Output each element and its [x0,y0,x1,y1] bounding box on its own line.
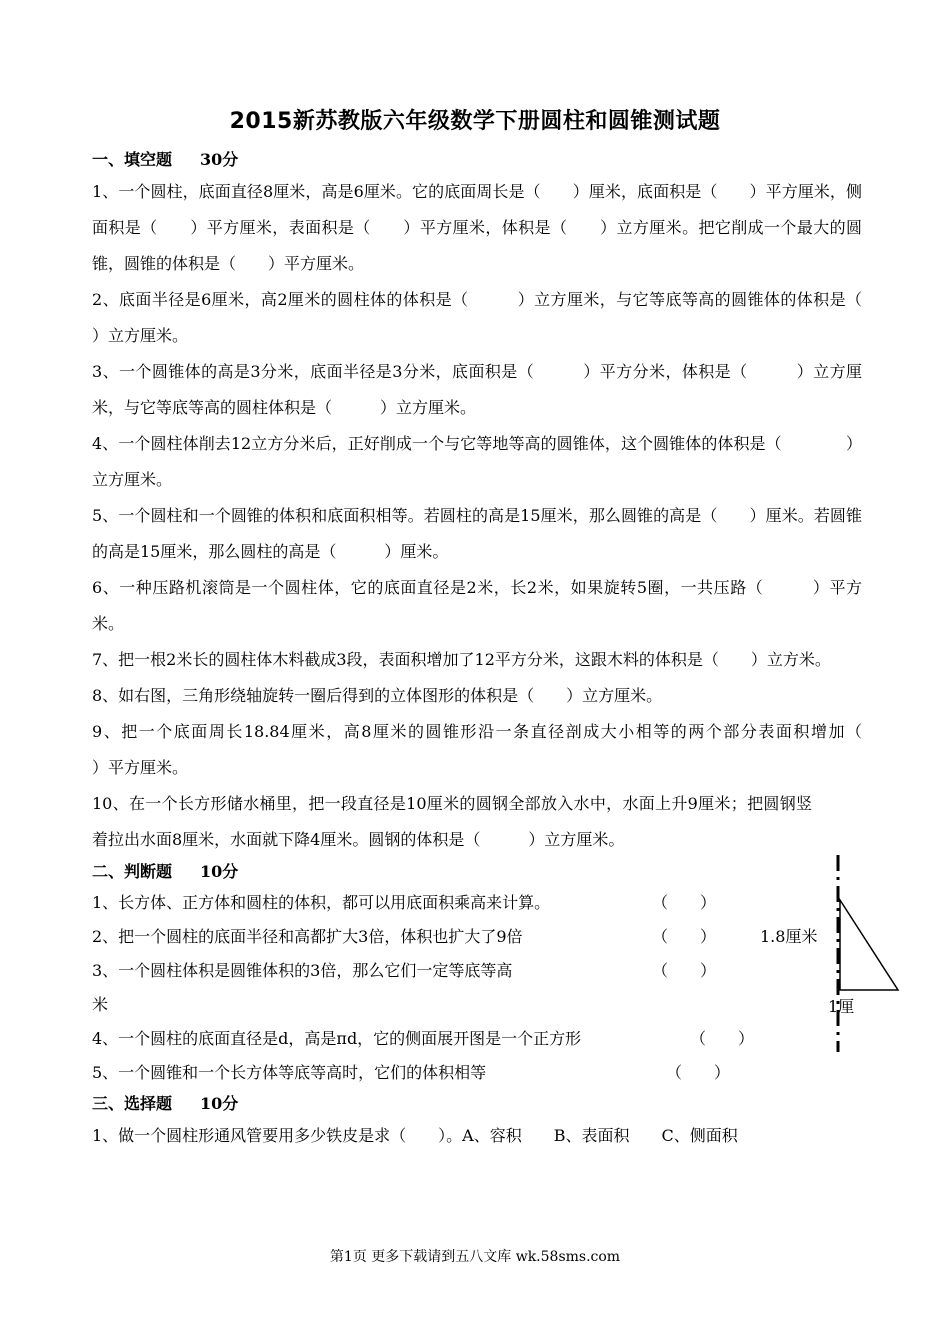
section-choice-score: 10分 [200,1094,239,1113]
fill-question-6: 6、一种压路机滚筒是一个圆柱体，它的底面直径是2米，长2米，如果旋转5圈，一共压路（ ）平方米。 [92,578,862,633]
fill-question-5: 5、一个圆柱和一个圆锥的体积和底面积相等。若圆柱的高是15厘米，那么圆锥的高是（ ）厘米。若圆锥的高是15厘米，那么圆柱的高是（ ）厘米。 [92,506,862,561]
judge-question-2-text: 2、把一个圆柱的底面半径和高都扩大3倍，体积也扩大了9倍 [92,927,523,946]
judge-answer-3[interactable]: （ ） [652,961,717,980]
judge-answer-1[interactable]: （ ） [652,893,717,912]
section-fill-title: 一、填空题 [92,150,173,169]
figure-height-label: 1.8厘米 [760,927,818,946]
judge-question-1-text: 1、长方体、正方体和圆柱的体积，都可以用底面积乘高来计算。 [92,893,551,912]
judge-question-3-wrap-text: 米 [92,995,109,1014]
judge-question-4-text: 4、一个圆柱的底面直径是d，高是πd，它的侧面展开图是一个正方形 [92,1029,582,1048]
judge-answer-2[interactable]: （ ） [652,927,717,946]
page-footer: 第1页 更多下载请到五八文库 wk.58sms.com [329,1249,621,1265]
judge-answer-5[interactable]: （ ） [666,1063,731,1082]
fill-question-2: 2、底面半径是6厘米，高2厘米的圆柱体的体积是（ ）立方厘米，与它等底等高的圆锥体的体积是（ ）立方厘米。 [92,290,911,345]
fill-question-9: 9、把一个底面周长18.84厘米，高8厘米的圆锥形沿一条直径剖成大小相等的两个部分表面积增加（ ）平方厘米。 [92,722,927,777]
fill-question-4: 4、一个圆柱体削去12立方分米后，正好削成一个与它等地等高的圆锥体，这个圆锥体的体积是（ ）立方厘米。 [92,434,862,489]
fill-question-1: 1、一个圆柱，底面直径8厘米，高是6厘米。它的底面周长是（ ）厘米，底面积是（ ）平方厘米，侧面积是（ ）平方厘米，表面积是（ ）平方厘米，体积是（ ）立方厘米。把它削成一个最大的圆锥，圆锥的体积是（ ）平方厘米。 [92,182,862,273]
page-title: 2015新苏教版六年级数学下册圆柱和圆锥测试题 [229,109,721,134]
choice-question-1: 1、做一个圆柱形通风管要用多少铁皮是求（ ）。A、容积 B、表面积 C、侧面积 [92,1126,738,1145]
fill-question-8: 8、如右图，三角形绕轴旋转一圈后得到的立体图形的体积是（ ）立方厘米。 [92,686,663,705]
fill-question-3: 3、一个圆锥体的高是3分米，底面半径是3分米，底面积是（ ）平方分米，体积是（ ）立方厘米，与它等底等高的圆柱体积是（ ）立方厘米。 [92,362,862,417]
fill-question-10: 10、在一个长方形储水桶里，把一段直径是10厘米的圆钢全部放入水中，水面上升9厘米；把圆钢竖着拉出水面8厘米，水面就下降4厘米。圆钢的体积是（ ）立方厘米。 [92,794,812,849]
judge-question-5-text: 5、一个圆锥和一个长方体等底等高时，它们的体积相等 [92,1063,487,1082]
triangle-shape [840,900,898,990]
section-judge-title: 二、判断题 [92,862,173,881]
judge-question-3-text: 3、一个圆柱体积是圆锥体积的3倍，那么它们一定等底等高 [92,961,513,980]
section-choice-title: 三、选择题 [92,1094,173,1113]
fill-question-7: 7、把一根2米长的圆柱体木料截成3段，表面积增加了12平方分米，这跟木料的体积是（ ）立方米。 [92,650,831,669]
section-judge-score: 10分 [200,862,239,881]
figure-base-label: 1厘 [828,997,855,1016]
judge-answer-4[interactable]: （ ） [690,1029,755,1048]
section-fill-score: 30分 [200,150,239,169]
